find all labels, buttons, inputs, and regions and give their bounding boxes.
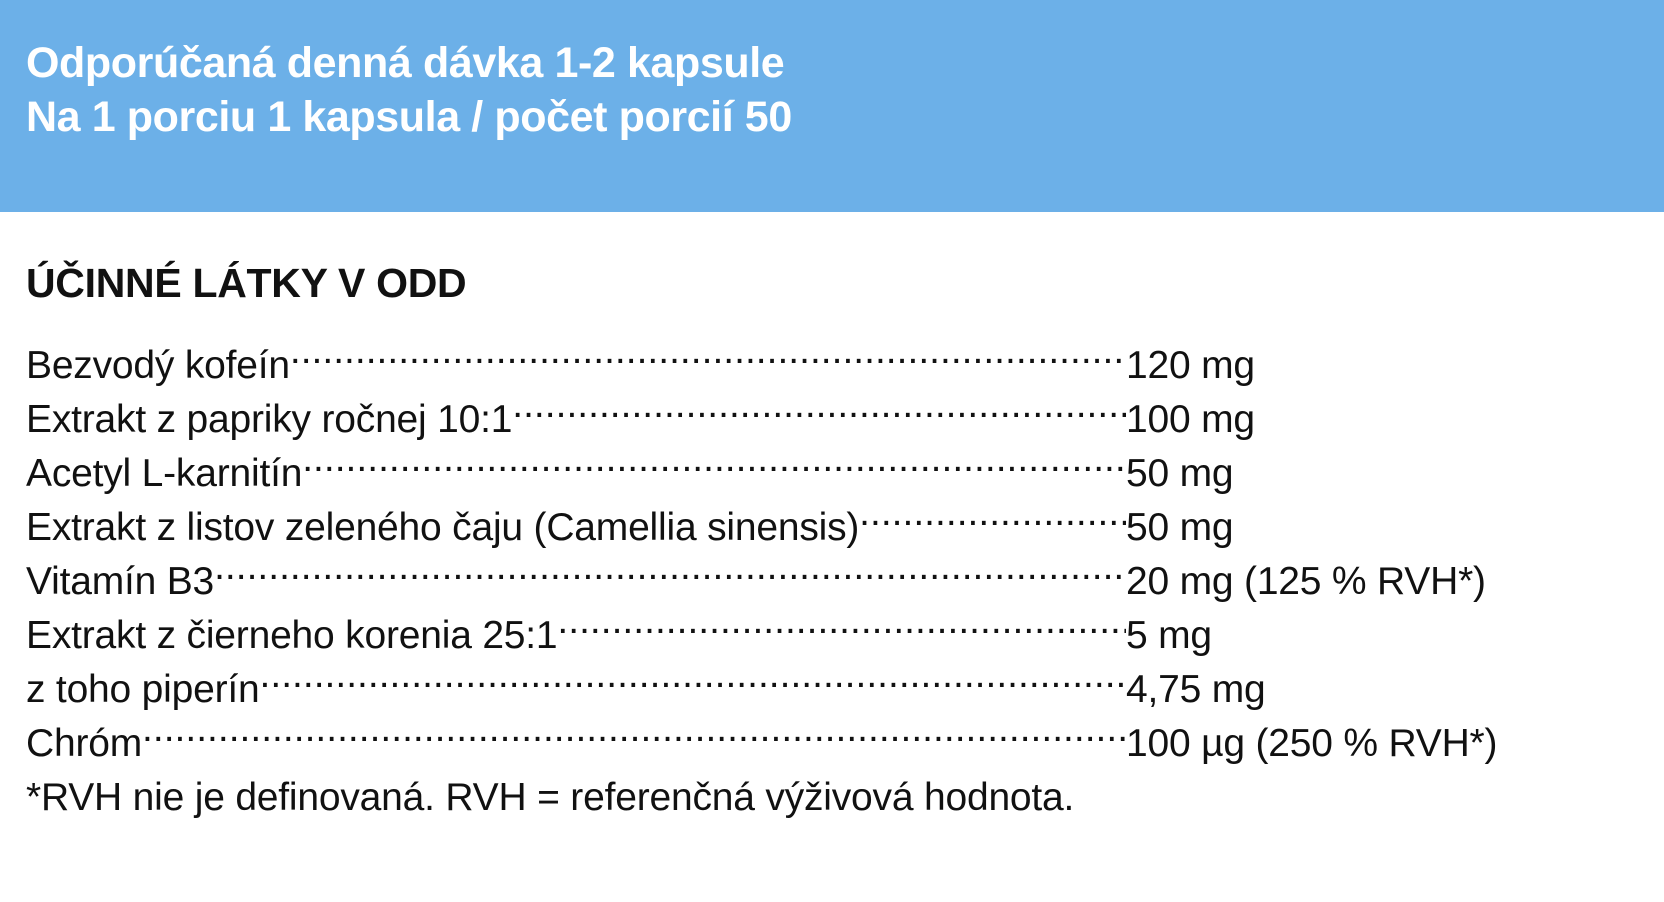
section-title: ÚČINNÉ LÁTKY V ODD	[26, 260, 467, 306]
dot-leader	[260, 663, 1126, 702]
ingredient-name: Extrakt z čierneho korenia 25:1	[26, 614, 558, 657]
ingredient-amount: 5 mg	[1126, 614, 1212, 657]
servings-line: Na 1 porciu 1 kapsula / počet porcií 50	[26, 93, 792, 141]
ingredient-name: Extrakt z papriky ročnej 10:1	[26, 398, 513, 441]
table-row	[26, 717, 1638, 771]
dot-leader	[290, 339, 1126, 378]
ingredient-amount: 100 mg	[1126, 398, 1255, 441]
dot-leader	[512, 393, 1126, 432]
ingredient-list	[26, 339, 1638, 771]
ingredient-name: Extrakt z listov zeleného čaju (Camellia sinensis)	[26, 506, 860, 549]
dot-leader	[859, 501, 1126, 540]
ingredient-amount: 120 mg	[1126, 344, 1255, 387]
ingredients-section	[0, 212, 1664, 825]
table-row	[26, 339, 1638, 393]
ingredient-name: Acetyl L-karnitín	[26, 452, 303, 495]
footnote: *RVH nie je definovaná. RVH = referenčná výživová hodnota.	[26, 776, 1075, 819]
dot-leader	[557, 609, 1126, 648]
ingredient-name: Vitamín B3	[26, 560, 215, 603]
table-row	[26, 663, 1638, 717]
dot-leader	[142, 717, 1126, 756]
ingredient-name: Chróm	[26, 722, 143, 765]
table-row	[26, 393, 1638, 447]
table-row	[26, 501, 1638, 555]
ingredient-amount: 20 mg (125 % RVH*)	[1126, 560, 1486, 603]
ingredient-amount: 50 mg	[1126, 506, 1234, 549]
table-row	[26, 555, 1638, 609]
daily-dose-line: Odporúčaná denná dávka 1-2 kapsule	[26, 39, 785, 87]
ingredient-amount: 4,75 mg	[1126, 668, 1266, 711]
dot-leader	[214, 555, 1126, 594]
ingredient-name: z toho piperín	[26, 668, 260, 711]
table-row	[26, 447, 1638, 501]
ingredient-amount: 100 µg (250 % RVH*)	[1126, 722, 1498, 765]
table-row	[26, 609, 1638, 663]
header-band	[0, 0, 1664, 212]
ingredient-amount: 50 mg	[1126, 452, 1234, 495]
dot-leader	[302, 447, 1126, 486]
ingredient-name: Bezvodý kofeín	[26, 344, 290, 387]
